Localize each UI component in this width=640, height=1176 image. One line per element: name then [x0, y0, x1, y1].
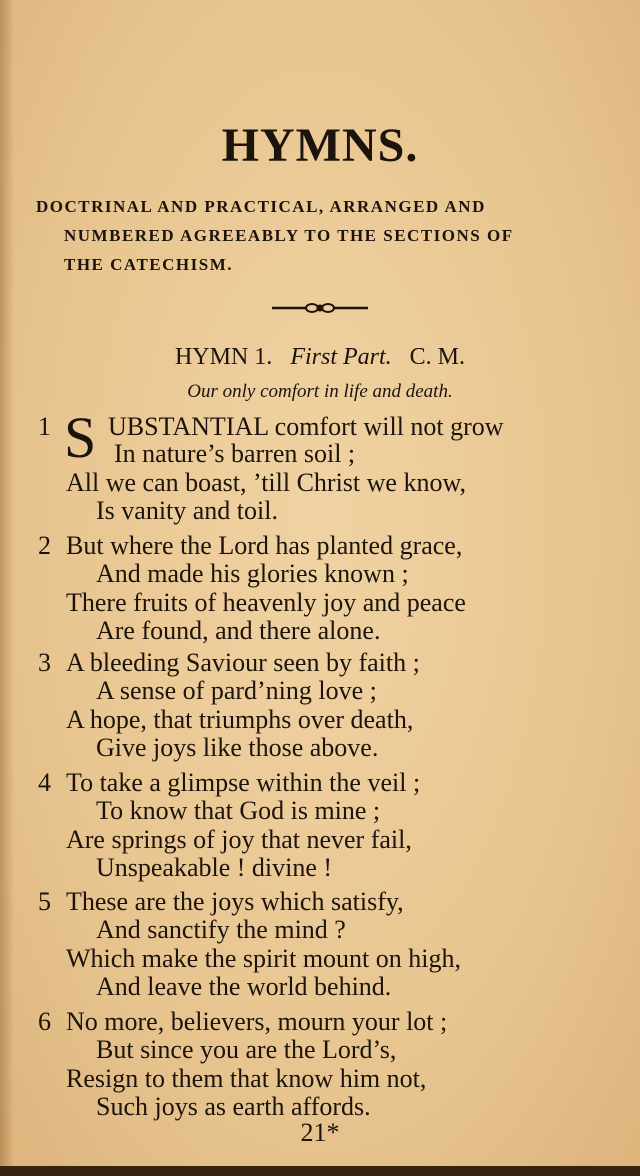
- verse-6: [0, 1007, 640, 1123]
- verse-line: There fruits of heavenly joy and peace: [66, 588, 466, 617]
- verse-line: Unspeakable ! divine !: [96, 853, 333, 882]
- verse-line: To take a glimpse within the veil ;: [66, 768, 421, 797]
- verse-line: And sanctify the mind ?: [96, 915, 346, 944]
- verse-number: 5: [38, 887, 51, 916]
- subtitle-line-1: DOCTRINAL AND PRACTICAL, ARRANGED AND: [36, 197, 486, 216]
- verse-line: All we can boast, ’till Christ we know,: [66, 468, 467, 497]
- verse-line: Such joys as earth affords.: [96, 1092, 371, 1121]
- verse-number: 2: [38, 531, 51, 560]
- hymn-part: First Part.: [290, 344, 392, 370]
- ornament-divider-icon: [270, 300, 370, 316]
- verse-line: A sense of pard’ning love ;: [96, 676, 377, 705]
- verse-line: Give joys like those above.: [96, 733, 379, 762]
- verse-line: No more, believers, mourn your lot ;: [66, 1007, 448, 1036]
- verse-3: [0, 648, 640, 764]
- subtitle-line-3: THE CATECHISM.: [64, 255, 233, 274]
- drop-cap: S: [64, 405, 97, 470]
- verse-number: 1: [38, 412, 51, 441]
- verse-number: 6: [38, 1007, 51, 1036]
- verse-line: But since you are the Lord’s,: [96, 1035, 397, 1064]
- verse-line: In nature’s barren soil ;: [114, 439, 356, 468]
- page-bottom-edge: [0, 1166, 640, 1176]
- page-subtitle: [36, 192, 580, 279]
- verse-line: And leave the world behind.: [96, 972, 392, 1001]
- page-title: HYMNS.: [221, 119, 419, 172]
- verse-line: Which make the spirit mount on high,: [66, 944, 461, 973]
- hymn-meter: C. M.: [409, 344, 466, 370]
- subtitle-line-2: NUMBERED AGREEABLY TO THE SECTIONS OF: [64, 226, 514, 245]
- verse-line: And made his glories known ;: [96, 559, 409, 588]
- verse-line: UBSTANTIAL comfort will not grow: [108, 412, 504, 441]
- hymn-subject: Our only comfort in life and death.: [187, 381, 453, 402]
- verse-number: 4: [38, 768, 51, 797]
- verse-4: [0, 768, 640, 884]
- verse-line: A bleeding Saviour seen by faith ;: [66, 648, 420, 677]
- verse-line: These are the joys which satisfy,: [66, 887, 404, 916]
- verse-line: To know that God is mine ;: [96, 796, 381, 825]
- verse-5: [0, 887, 640, 1003]
- verse-number: 3: [38, 648, 51, 677]
- verse-line: Resign to them that know him not,: [66, 1064, 427, 1093]
- page-number: 21*: [300, 1118, 340, 1147]
- verse-line: A hope, that triumphs over death,: [66, 705, 414, 734]
- verse-2: [0, 531, 640, 647]
- verse-line: Are springs of joy that never fail,: [66, 825, 412, 854]
- verse-line: Is vanity and toil.: [96, 496, 278, 525]
- hymn-heading: [0, 344, 640, 371]
- verse-1: [0, 405, 640, 526]
- verse-line: But where the Lord has planted grace,: [66, 531, 463, 560]
- verse-line: Are found, and there alone.: [96, 616, 381, 645]
- hymn-number: HYMN 1.: [174, 344, 273, 370]
